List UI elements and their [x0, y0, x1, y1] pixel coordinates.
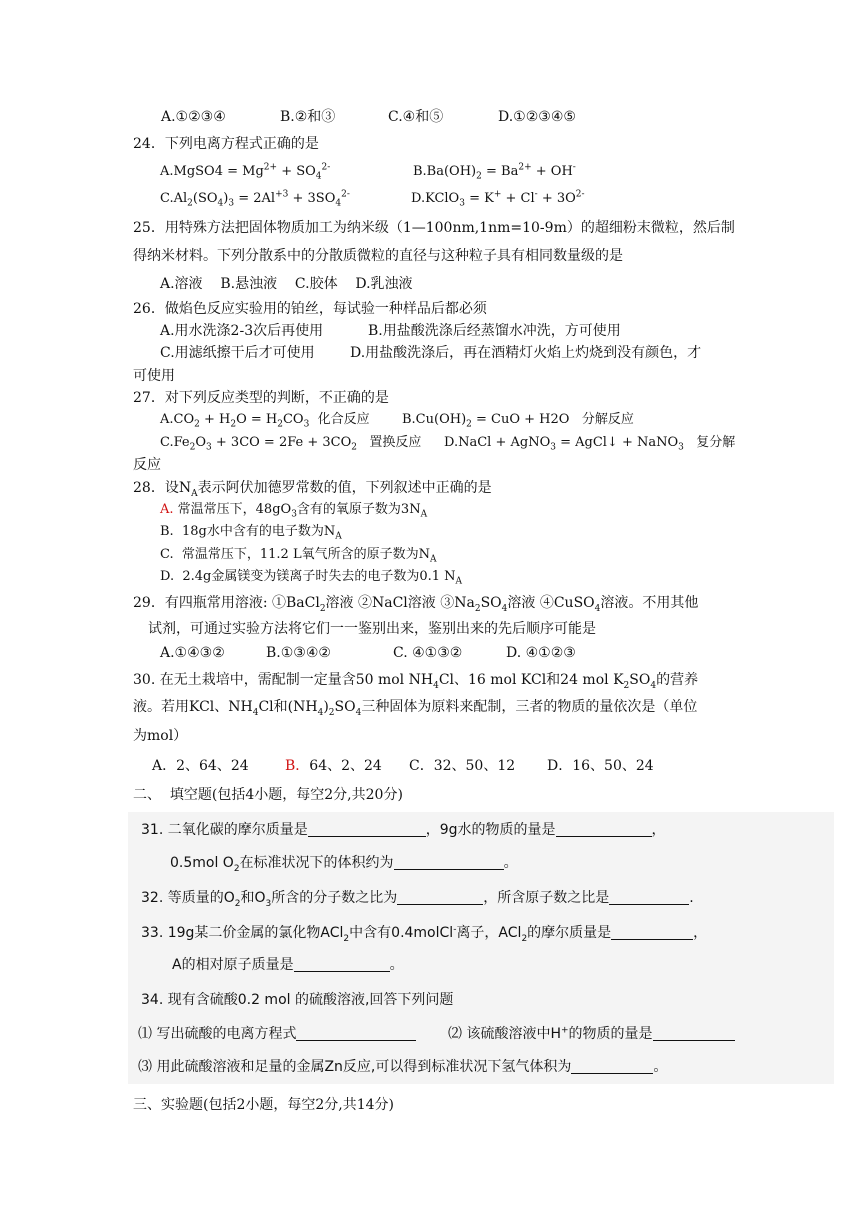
- q24-option-c: $C.Al_2(SO_4)_3 = 2Al^{+3} + 3SO_4^{2-}$: [160, 189, 350, 209]
- q31-line2: 0.5mol $O_2$在标准状况下的体积约为 。: [170, 855, 518, 874]
- q30-stem-line2: 液。若用KCl、$NH_4Cl$和$(NH_4)_2SO_4$三种固体为原料来配制，三者的物质的量依次是（单位: [133, 699, 698, 718]
- q23-option-b: B.②和③: [280, 109, 336, 125]
- q28-stem: 28．设$N_A$表示阿伏加德罗常数的值，下列叙述中正确的是: [133, 480, 492, 499]
- q25-stem-line2: 得纳米材料。下列分散系中的分散质微粒的直径与这种粒子具有相同数量级的是: [133, 248, 623, 264]
- q33-blank-atomic-mass[interactable]: [294, 955, 390, 972]
- section-3-heading: 三、实验题(包括2小题，每空2分,共14分): [133, 1097, 395, 1113]
- q33-line1: 33. 19g某二价金属的氯化物ACl$_2$中含有0.4molCl-离子，ACl$_2$的摩尔质量是 ，: [141, 924, 708, 944]
- q31-blank-volume[interactable]: [394, 853, 504, 870]
- q31-line1: 31. 二氧化碳的摩尔质量是 ，9g水的物质的量是 ，: [141, 822, 666, 838]
- q30-stem-line1: 30. 在无土栽培中，需配制一定量含50 mol $NH_4Cl$、16 mol KCl和24 mol $K_2SO_4$的营养: [133, 672, 699, 691]
- q30-stem-line3: 为mol）: [133, 728, 188, 744]
- q28-option-d: D. 2.4g金属镁变为镁离子时失去的电子数为0.1 $N_A$: [160, 569, 463, 587]
- q27-stem: 27．对下列反应类型的判断，不正确的是: [133, 390, 389, 406]
- q34-part3: ⑶ 用此硫酸溶液和足量的金属Zn反应,可以得到标准状况下氢气体积为 。: [138, 1059, 668, 1075]
- q34-stem: 34. 现有含硫酸0.2 mol 的硫酸溶液,回答下列问题: [141, 992, 454, 1008]
- q24-option-d: D.KClO$_3$ = $K^+ + Cl^- + 3O^{2-}$: [411, 189, 585, 209]
- q24-option-a: A.MgSO4 = $Mg^{2+} + SO_4^{2-}$: [160, 162, 331, 182]
- q30-answer-mark: B．: [285, 758, 310, 774]
- q26-option-b: B.用盐酸洗涤后经蒸馏水冲洗，方可使用: [368, 323, 621, 339]
- q33-blank-molar-mass[interactable]: [611, 923, 693, 940]
- q31-blank-water-amount[interactable]: [556, 820, 652, 837]
- q34-blank-h-ion-amount[interactable]: [653, 1024, 735, 1041]
- q34-part1: ⑴ 写出硫酸的电离方程式: [138, 1024, 416, 1044]
- q28-option-b: B. 18g水中含有的电子数为$N_A$: [160, 524, 342, 542]
- q27-option-a: $A.CO_2 + H_2O = H_2CO_3$ 化合反应: [160, 412, 370, 430]
- q29-option-d: D. ④①②③: [506, 645, 576, 661]
- q34-part2: ⑵ 该硫酸溶液中H+的物质的量是: [448, 1024, 735, 1044]
- q24-stem: 24．下列电离方程式正确的是: [133, 136, 319, 152]
- q32-line: 32. 等质量的$O_2$和$O_3$所含的分子数之比为 ，所含原子数之比是 .: [141, 890, 694, 909]
- q29-stem-line1: 29．有四瓶常用溶液: ①BaCl$_2$溶液 ②NaCl溶液 $③Na_2SO_4$溶液 ④CuSO$_4$溶液。不用其他: [133, 595, 699, 614]
- q29-option-c: C. ④①③②: [393, 645, 463, 661]
- q34-blank-ionization-equation[interactable]: [296, 1024, 416, 1041]
- q26-option-c: C.用滤纸擦干后才可使用: [160, 345, 315, 361]
- q29-option-a: A.①④③②: [160, 645, 225, 661]
- q23-option-c: C.④和⑤: [388, 109, 444, 125]
- q33-line2: A的相对原子质量是 。: [172, 957, 404, 973]
- section-2-heading: 二、 填空题(包括4小题，每空2分,共20分): [133, 787, 403, 803]
- q30-option-c: C．32、50、12: [409, 758, 516, 774]
- q30-option-d: D．16、50、24: [547, 758, 654, 774]
- q26-option-a: A.用水洗涤2-3次后再使用: [160, 323, 324, 339]
- q29-option-b: B.①③④②: [266, 645, 331, 661]
- q25-stem-line1: 25．用特殊方法把固体物质加工为纳米级（1—100nm,1nm=10-9m）的超细粉末微粒，然后制: [133, 220, 735, 236]
- q26-option-d-continued: 可使用: [133, 368, 175, 384]
- q26-option-d: D.用盐酸洗涤后，再在酒精灯火焰上灼烧到没有颜色，才: [350, 345, 702, 361]
- q27-option-d: D.NaCl + AgNO$_3$ = AgCl↓ + NaNO$_3$ 复分解: [444, 435, 736, 453]
- q32-blank-atom-ratio[interactable]: [609, 888, 689, 905]
- q25-options: A.溶液 B.悬浊液 C.胶体 D.乳浊液: [160, 276, 413, 292]
- q30-option-a: A．2、64、24: [152, 758, 249, 774]
- q23-option-a: A.①②③④: [161, 109, 226, 125]
- q26-stem: 26．做焰色反应实验用的铂丝，每试验一种样品后都必须: [133, 301, 487, 317]
- q32-blank-molecule-ratio[interactable]: [397, 888, 483, 905]
- q28-answer-mark: A.: [160, 502, 174, 517]
- q28-option-a: A. 常温常压下，$48gO_3$含有的氧原子数为$3N_A$: [160, 502, 428, 520]
- q27-option-d-continued: 反应: [133, 457, 161, 473]
- q29-stem-line2: 试剂，可通过实验方法将它们一一鉴别出来，鉴别出来的先后顺序可能是: [148, 621, 596, 637]
- q30-option-b: B．64、2、24: [285, 758, 382, 774]
- scanned-fill-in-block: [128, 812, 834, 1084]
- q31-blank-molar-mass[interactable]: [308, 820, 426, 837]
- q27-option-c: $C.Fe_2O_3 + 3CO = 2Fe + 3CO_2$ 置换反应: [160, 435, 422, 453]
- q24-option-b: $B.Ba(OH)_2 = Ba^{2+} + OH^-$: [413, 162, 576, 182]
- q28-option-c: C. 常温常压下，11.2 L氧气所含的原子数为$N_A$: [160, 547, 437, 565]
- q34-blank-hydrogen-volume[interactable]: [571, 1057, 653, 1074]
- q27-option-b: $B.Cu(OH)_2$ = CuO + H2O 分解反应: [402, 412, 634, 430]
- q23-option-d: D.①②③④⑤: [498, 109, 576, 125]
